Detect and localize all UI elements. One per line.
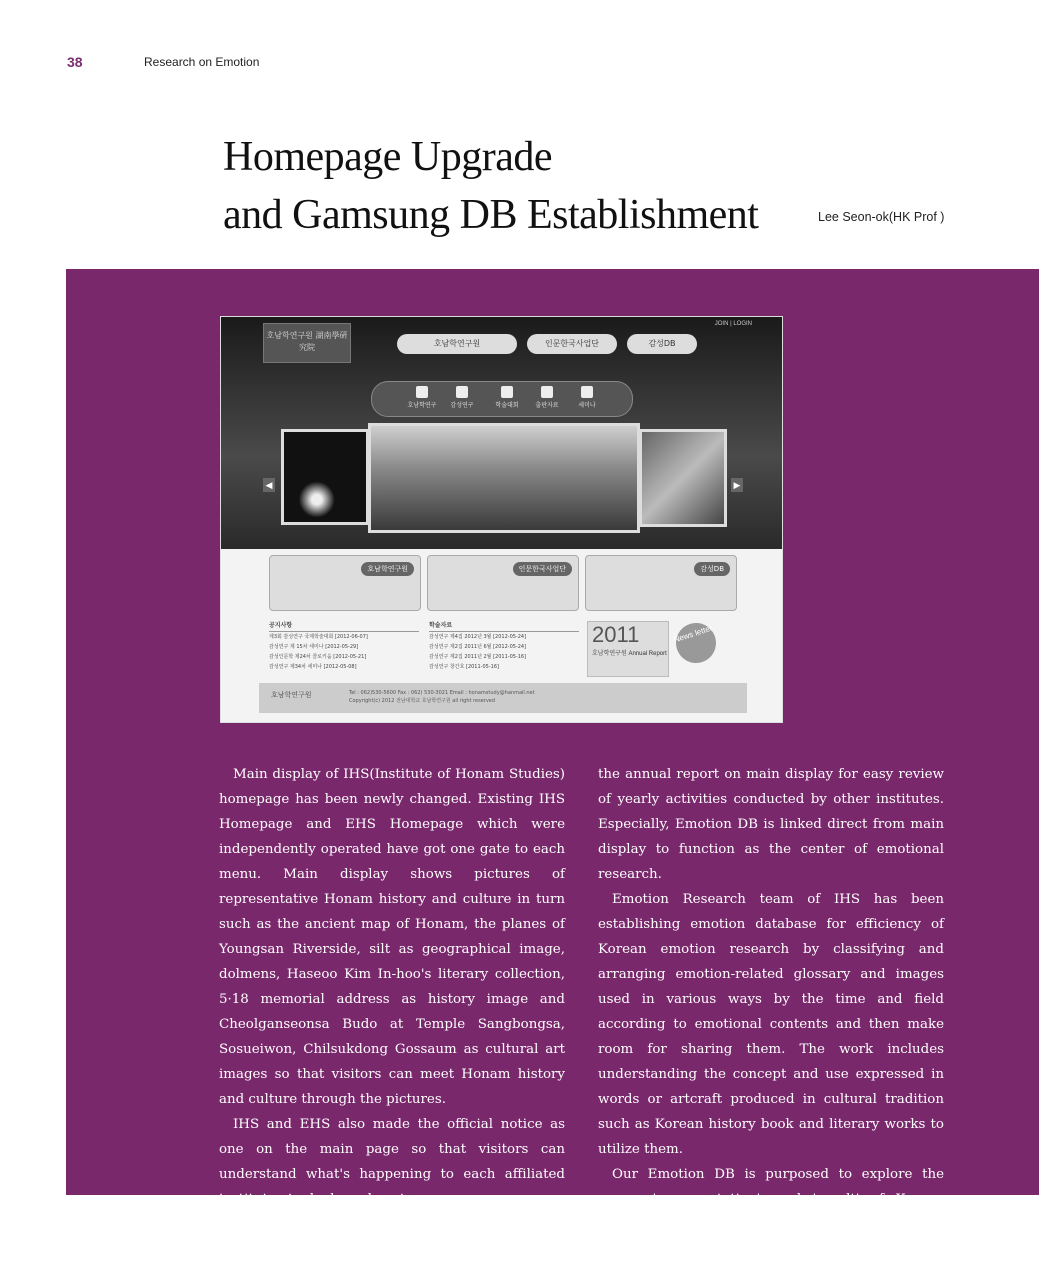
nav-icon (416, 386, 428, 398)
body-column-left (219, 762, 565, 1212)
institute-logo: 호남학연구원 湖南學硏究院 (263, 323, 351, 363)
annual-report-banner: 2011 호남학연구원 Annual Report (587, 621, 669, 677)
nav-item: 세미나 (567, 386, 607, 409)
promo-box-emotion-db: 감성DB (585, 555, 737, 611)
nav-item: 출판자료 (527, 386, 567, 409)
body-column-right (598, 762, 944, 1262)
paragraph: IHS and EHS also made the official notice as one on the main page so that visitors can understand what's happening to each affiliated institute at a look, and post (219, 1117, 565, 1207)
screenshot-footer: 호남학연구원 Tel : 062)530-5600 Fax : 062) 530-3021 Email : honamstudy@hanmail.net Copyright(c) 2012 전남대학교 호남학연구원 all right reserved (259, 683, 747, 713)
resource-list: 학술자료 감성연구 제4집 2012년 3월 [2012-05-24] 감성연구 제2집 2011년 6월 [2012-05-24] 감성연구 제2집 2011년 2월 [2011-05-16] 감성연구 창간호 [2011-05-16] (429, 621, 579, 672)
article-title (223, 128, 758, 244)
nav-item: 감성연구 (442, 386, 482, 409)
tab-hk: 인문한국사업단 (527, 334, 617, 354)
newsletter-badge: News letter (671, 618, 721, 668)
photo-right (639, 429, 727, 527)
section-title: Research on Emotion (144, 55, 260, 69)
screenshot-tabbar (397, 334, 697, 356)
photo-left (281, 429, 369, 525)
nav-item: 학술대회 (487, 386, 527, 409)
promo-box-hk: 인문한국사업단 (427, 555, 579, 611)
promo-box-ihs: 호남학연구원 (269, 555, 421, 611)
photo-center-pavilion (368, 423, 640, 533)
tab-emotion-db: 감성DB (627, 334, 697, 354)
screenshot-content (221, 549, 782, 722)
nav-item: 호남학연구 (402, 386, 442, 409)
paragraph: Main display of IHS(Institute of Honam Studies) homepage has been newly changed. Existing IHS Homepage and EHS Homepage which were independently operated have got one gate to each menu. Main display shows pictures of representative Honam history and culture in turn such as the ancient map of Honam, the planes of Youngsan Riverside, silt as geographical image, dolmens, Haseoo Kim In-hoo's literary collection, 5·18 memorial address as history image and Cheolganseonsa Budo at Temple Sangbongsa, Sosueiwon, Chilsukdong Gossaum as cultural art images so that visitors can meet Honam history and culture through the pictures. (219, 767, 565, 1107)
page-number: 38 (67, 54, 83, 70)
join-login-links: JOIN | LOGIN (714, 321, 752, 327)
nav-icon (501, 386, 513, 398)
nav-icon (541, 386, 553, 398)
arrow-right-icon: ▶ (731, 478, 743, 492)
tab-ihs: 호남학연구원 (397, 334, 517, 354)
screenshot-navbar (371, 381, 633, 417)
paragraph: Our Emotion DB is purposed to explore the cause, 'representation', and 'result' of Korean emotion as an emotional and cultural pattern in individual and (598, 1167, 944, 1257)
title-line-1: Homepage Upgrade (223, 134, 553, 180)
nav-icon (581, 386, 593, 398)
paragraph: Emotion Research team of IHS has been establishing emotion database for efficiency of Korean emotion research by classifying and arranging emotion-related glossary and images used in various ways by the time and field according to emotional contents and then make room for sharing them. The work includes understanding the concept and use expressed in words or artcraft produced in cultural tradition such as Korean history book and literary works to utilize them. (598, 892, 944, 1157)
title-line-2: and Gamsung DB Establishment (223, 192, 759, 238)
author-byline: Lee Seon-ok(HK Prof ) (818, 210, 945, 224)
paragraph: the annual report on main display for easy review of yearly activities conducted by other institutes. Especially, Emotion DB is linked direct from main display to function as the center of emotional research. (598, 767, 944, 882)
screenshot-header (221, 317, 782, 549)
notice-list: 공지사항 제3회 감성연구 국제학술대회 [2012-06-07] 감성연구 제 15차 세미나 [2012-05-29] 감성인문학 제24차 콜로키움 [2012-05-21] 감성연구 제34차 세미나 [2012-05-08] (269, 621, 419, 672)
nav-icon (456, 386, 468, 398)
arrow-left-icon: ◀ (263, 478, 275, 492)
homepage-screenshot (220, 316, 783, 723)
